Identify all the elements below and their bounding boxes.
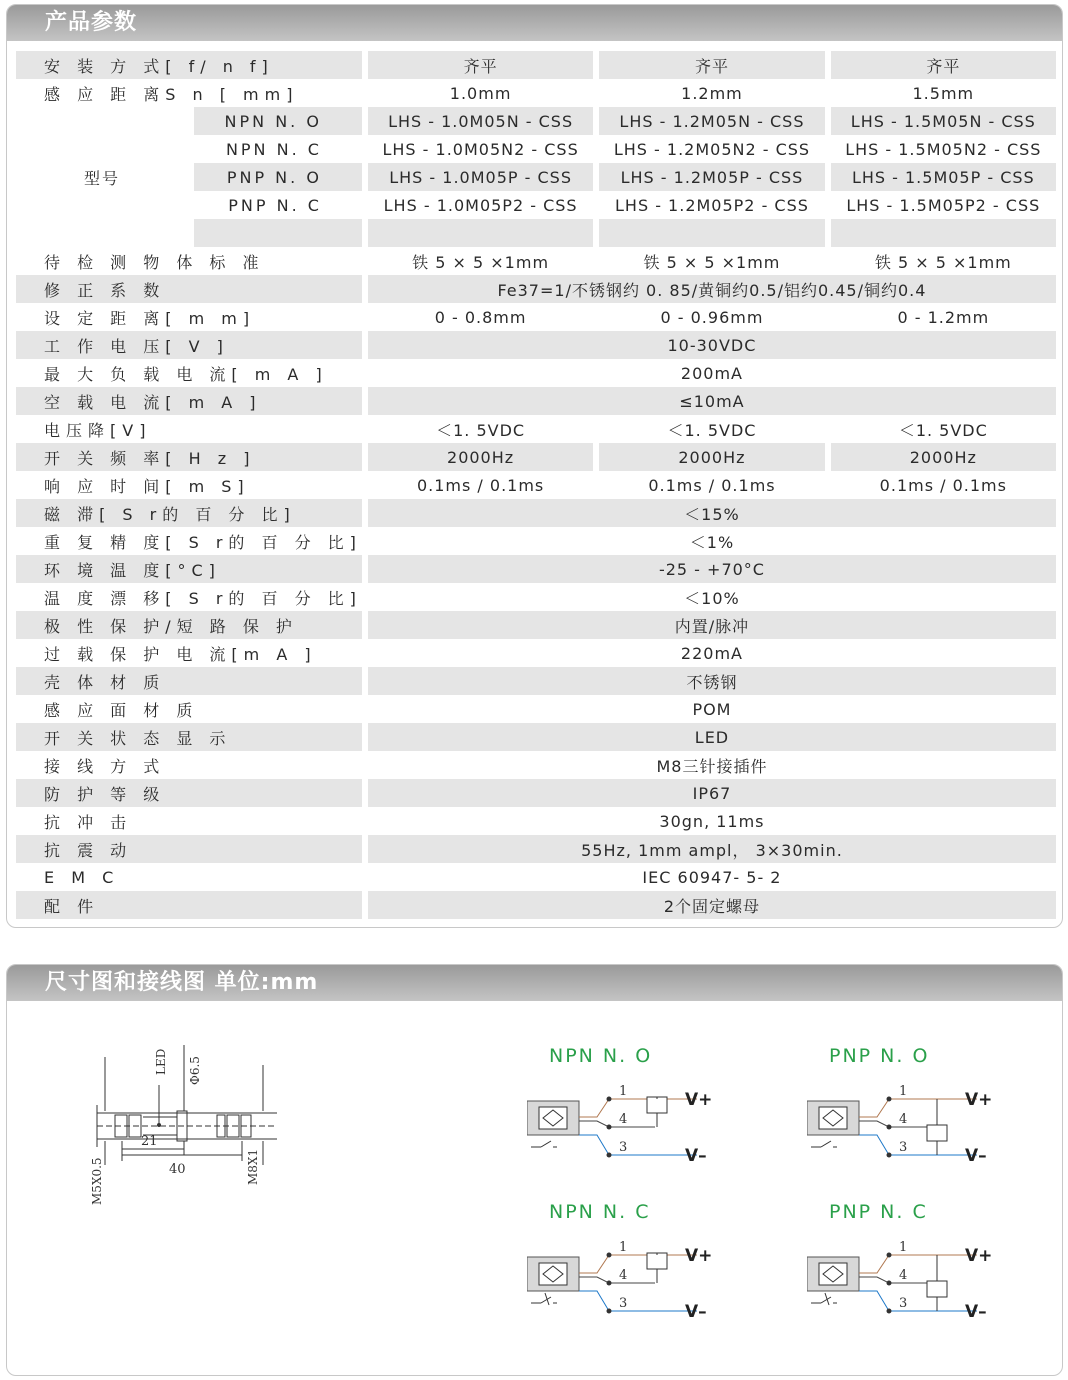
wire-black: [859, 1277, 935, 1283]
spec-row: [16, 247, 1056, 275]
spec-row: [16, 303, 1056, 331]
spec-row: [16, 751, 1056, 779]
model-output-type: PNP N. O: [194, 163, 362, 191]
spec-label: 安 装 方 式[ f/ n f]: [16, 51, 362, 79]
pin-number: 3: [899, 1296, 908, 1311]
spec-label: 壳 体 材 质: [16, 667, 362, 695]
spec-value: 1.2mm: [599, 79, 824, 107]
pin-terminal: [887, 1153, 892, 1158]
pin-number: 3: [619, 1296, 628, 1311]
diameter-label: Φ6.5: [188, 1056, 202, 1085]
section-title-spec: 产品参数: [7, 5, 1062, 41]
model-code: LHS - 1.2M05N - CSS: [599, 107, 824, 135]
spec-value: 0.1ms / 0.1ms: [831, 471, 1056, 499]
spec-value: 55Hz, 1mm ampl， 3×30min.: [368, 835, 1056, 863]
wire-brown: [859, 1255, 977, 1273]
wiring-title: NPN N. C: [549, 1201, 651, 1223]
spec-value: 2000Hz: [599, 443, 824, 471]
spec-value: 10-30VDC: [368, 331, 1056, 359]
section-title-drawing: 尺寸图和接线图 单位:mm: [7, 965, 1062, 1001]
wire-blue: [859, 1135, 977, 1155]
spec-value: LED: [368, 723, 1056, 751]
spec-value: Fe37=1/不锈钢约 0. 85/黄铜约0.5/铝约0.45/铜约0.4: [368, 275, 1056, 303]
spec-row: [16, 835, 1056, 863]
spec-value: -25 - +70°C: [368, 555, 1056, 583]
model-output-type: NPN N. O: [194, 107, 362, 135]
spec-row: [16, 695, 1056, 723]
pin-terminal: [607, 1153, 612, 1158]
pin-terminal: [887, 1125, 892, 1130]
v-minus-label: V–: [965, 1146, 987, 1166]
spec-label: 防 护 等 级: [16, 779, 362, 807]
spec-value: 200mA: [368, 359, 1056, 387]
model-code: LHS - 1.2M05P - CSS: [599, 163, 824, 191]
model-label: 型号: [16, 107, 188, 247]
spec-label: 过 载 保 护 电 流[m A ]: [16, 639, 362, 667]
dimension-drawing: [77, 1045, 297, 1225]
pin-number: 4: [619, 1112, 628, 1127]
led-label: LED: [154, 1048, 168, 1075]
spec-value: 铁 5 × 5 ×1mm: [599, 247, 824, 275]
model-code: LHS - 1.0M05P - CSS: [368, 163, 593, 191]
spec-value: 0 - 0.96mm: [599, 303, 824, 331]
spec-value: 0 - 1.2mm: [831, 303, 1056, 331]
spec-value: IEC 60947- 5- 2: [368, 863, 1056, 891]
spec-row: [16, 275, 1056, 303]
spec-label: 磁 滞[ S r的 百 分 比]: [16, 499, 362, 527]
model-code: [831, 219, 1056, 247]
spec-value: 2000Hz: [831, 443, 1056, 471]
wiring-diagram: [807, 1077, 1007, 1177]
spec-value: 220mA: [368, 639, 1056, 667]
v-minus-label: V–: [685, 1146, 707, 1166]
load-relay: [647, 1097, 667, 1113]
spec-label: 电压降[V]: [16, 415, 362, 443]
model-code: LHS - 1.5M05N2 - CSS: [831, 135, 1056, 163]
spec-label: 环 境 温 度[°C]: [16, 555, 362, 583]
spec-row: [16, 667, 1056, 695]
spec-row: [16, 359, 1056, 387]
pin-number: 1: [619, 1240, 628, 1255]
spec-row: [16, 79, 1056, 107]
spec-value: ＜15%: [368, 499, 1056, 527]
switch-symbol: [811, 1141, 837, 1147]
spec-row: [16, 415, 1056, 443]
switch-symbol: [531, 1141, 557, 1147]
spec-value: POM: [368, 695, 1056, 723]
spec-row: [16, 583, 1056, 611]
spec-value: 2000Hz: [368, 443, 593, 471]
wiring-title: PNP N. C: [829, 1201, 928, 1223]
model-code: LHS - 1.0M05P2 - CSS: [368, 191, 593, 219]
spec-value: 1.5mm: [831, 79, 1056, 107]
pin-terminal: [887, 1309, 892, 1314]
spec-value: 铁 5 × 5 ×1mm: [831, 247, 1056, 275]
spec-label: 最 大 负 载 电 流[ m A ]: [16, 359, 362, 387]
dim-40-label: 40: [169, 1162, 186, 1177]
spec-label: 响 应 时 间[ m S]: [16, 471, 362, 499]
model-code: LHS - 1.5M05P - CSS: [831, 163, 1056, 191]
pin-number: 3: [619, 1140, 628, 1155]
model-output-type: PNP N. C: [194, 191, 362, 219]
spec-row: [16, 387, 1056, 415]
pin-number: 4: [619, 1268, 628, 1283]
pin-terminal: [607, 1281, 612, 1286]
spec-value: 齐平: [831, 51, 1056, 79]
pin-terminal: [887, 1097, 892, 1102]
spec-label: 配 件: [16, 891, 362, 919]
load-relay: [927, 1125, 947, 1141]
pin-terminal: [607, 1253, 612, 1258]
spec-value: 1.0mm: [368, 79, 593, 107]
spec-label: 抗 震 动: [16, 835, 362, 863]
thread-m8-label: M8X1: [246, 1148, 260, 1185]
wire-blue: [579, 1135, 697, 1155]
wire-brown: [579, 1255, 697, 1273]
spec-value: 内置/脉冲: [368, 611, 1056, 639]
spec-row: [16, 639, 1056, 667]
spec-row: [16, 807, 1056, 835]
pin-number: 1: [899, 1084, 908, 1099]
model-code: LHS - 1.2M05P2 - CSS: [599, 191, 824, 219]
pin-number: 1: [619, 1084, 628, 1099]
spec-label: 感 应 距 离S n [ mm]: [16, 79, 362, 107]
spec-value: 0 - 0.8mm: [368, 303, 593, 331]
pin-terminal: [607, 1125, 612, 1130]
spec-value: ＜10%: [368, 583, 1056, 611]
v-plus-label: V+: [965, 1090, 993, 1110]
wiring-title: NPN N. O: [549, 1045, 653, 1067]
spec-value: 不锈钢: [368, 667, 1056, 695]
v-plus-label: V+: [685, 1090, 713, 1110]
switch-symbol: [811, 1297, 837, 1303]
spec-label: 接 线 方 式: [16, 751, 362, 779]
model-code: [599, 219, 824, 247]
wire-brown: [859, 1099, 977, 1117]
wire-blue: [579, 1291, 697, 1311]
dim-21-label: 21: [141, 1134, 158, 1149]
spec-row: [16, 51, 1056, 79]
spec-row: [16, 891, 1056, 919]
spec-row: [16, 107, 1056, 135]
spec-label: E M C: [16, 863, 362, 891]
pin-number: 3: [899, 1140, 908, 1155]
spec-value: 齐平: [599, 51, 824, 79]
spec-value: 2个固定螺母: [368, 891, 1056, 919]
model-output-type: NPN N. C: [194, 135, 362, 163]
model-code: LHS - 1.5M05N - CSS: [831, 107, 1056, 135]
spec-value: ＜1. 5VDC: [368, 415, 593, 443]
spec-panel: [6, 4, 1063, 928]
spec-value: ＜1. 5VDC: [831, 415, 1056, 443]
spec-value: 0.1ms / 0.1ms: [599, 471, 824, 499]
spec-row: [16, 471, 1056, 499]
model-code: LHS - 1.5M05P2 - CSS: [831, 191, 1056, 219]
spec-row: [16, 863, 1056, 891]
wire-black: [579, 1277, 655, 1283]
spec-label: 开 关 频 率[ H z ]: [16, 443, 362, 471]
pin-number: 4: [899, 1112, 908, 1127]
v-minus-label: V–: [965, 1302, 987, 1322]
spec-value: ≤10mA: [368, 387, 1056, 415]
pin-number: 4: [899, 1268, 908, 1283]
spec-table: [10, 51, 1062, 919]
spec-row: [16, 527, 1056, 555]
wiring-diagram: [807, 1233, 1007, 1333]
spec-row: [16, 779, 1056, 807]
spec-value: IP67: [368, 779, 1056, 807]
spec-value: ＜1%: [368, 527, 1056, 555]
wire-black: [579, 1121, 655, 1127]
spec-row: [16, 499, 1056, 527]
spec-label: 温 度 漂 移[ S r的 百 分 比]: [16, 583, 362, 611]
thread-m5-label: M5X0.5: [90, 1157, 104, 1205]
pin-number: 1: [899, 1240, 908, 1255]
wiring-diagram: [527, 1233, 727, 1333]
model-code: LHS - 1.0M05N2 - CSS: [368, 135, 593, 163]
drawing-panel: [6, 964, 1063, 1376]
spec-label: 工 作 电 压[ V ]: [16, 331, 362, 359]
spec-label: 空 载 电 流[ m A ]: [16, 387, 362, 415]
wire-black: [859, 1121, 935, 1127]
spec-row: [16, 443, 1056, 471]
wire-blue: [859, 1291, 977, 1311]
v-plus-label: V+: [685, 1246, 713, 1266]
spec-value: ＜1. 5VDC: [599, 415, 824, 443]
model-code: LHS - 1.2M05N2 - CSS: [599, 135, 824, 163]
spec-value: 30gn, 11ms: [368, 807, 1056, 835]
v-minus-label: V–: [685, 1302, 707, 1322]
spec-label: 设 定 距 离[ m m]: [16, 303, 362, 331]
model-output-type: [194, 219, 362, 247]
spec-label: 感 应 面 材 质: [16, 695, 362, 723]
load-relay: [647, 1253, 667, 1269]
spec-value: 齐平: [368, 51, 593, 79]
spec-label: 修 正 系 数: [16, 275, 362, 303]
spec-label: 抗 冲 击: [16, 807, 362, 835]
wire-brown: [579, 1099, 697, 1117]
pin-terminal: [607, 1309, 612, 1314]
spec-row: [16, 611, 1056, 639]
v-plus-label: V+: [965, 1246, 993, 1266]
wiring-title: PNP N. O: [829, 1045, 930, 1067]
pin-terminal: [887, 1253, 892, 1258]
spec-value: 0.1ms / 0.1ms: [368, 471, 593, 499]
spec-label: 开 关 状 态 显 示: [16, 723, 362, 751]
spec-row: [16, 555, 1056, 583]
pin-terminal: [887, 1281, 892, 1286]
spec-label: 极 性 保 护/短 路 保 护: [16, 611, 362, 639]
spec-row: [16, 331, 1056, 359]
spec-value: M8三针接插件: [368, 751, 1056, 779]
load-relay: [927, 1281, 947, 1297]
model-code: [368, 219, 593, 247]
spec-label: 待 检 测 物 体 标 准: [16, 247, 362, 275]
spec-row: [16, 723, 1056, 751]
pin-terminal: [607, 1097, 612, 1102]
model-code: LHS - 1.0M05N - CSS: [368, 107, 593, 135]
wiring-diagram: [527, 1077, 727, 1177]
spec-value: 铁 5 × 5 ×1mm: [368, 247, 593, 275]
switch-symbol: [531, 1297, 557, 1303]
spec-label: 重 复 精 度[ S r的 百 分 比]: [16, 527, 362, 555]
